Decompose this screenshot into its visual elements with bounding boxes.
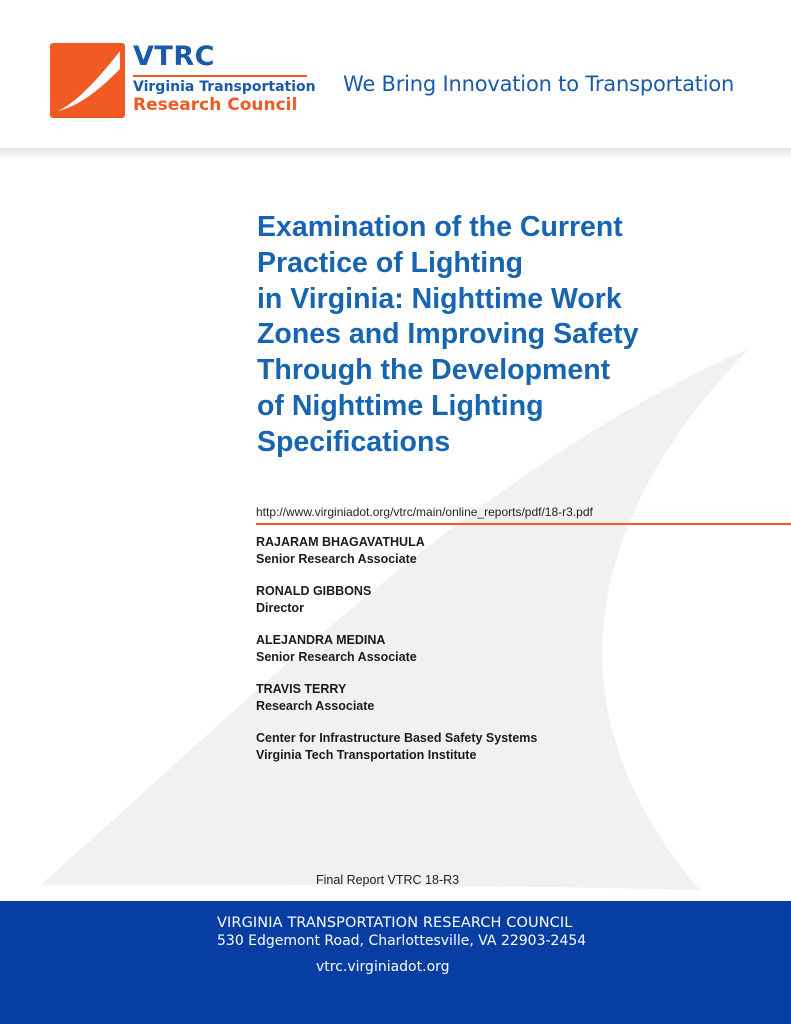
title-line: of Nighttime Lighting bbox=[257, 389, 544, 422]
title-line: Zones and Improving Safety bbox=[257, 318, 639, 351]
author-entry bbox=[256, 632, 417, 665]
url-divider bbox=[256, 523, 791, 525]
header-shadow bbox=[0, 148, 791, 160]
author-role: Research Associate bbox=[256, 698, 375, 713]
author-role: Director bbox=[256, 600, 304, 615]
logo-abbreviation: VTRC bbox=[133, 41, 215, 72]
affiliation bbox=[256, 730, 537, 763]
footer-organization: VIRGINIA TRANSPORTATION RESEARCH COUNCIL bbox=[217, 915, 573, 931]
title-line: Through the Development bbox=[257, 354, 611, 387]
author-name: ALEJANDRA MEDINA bbox=[256, 633, 386, 647]
report-url-link[interactable]: http://www.virginiadot.org/vtrc/main/online_reports/pdf/18-r3.pdf bbox=[256, 505, 593, 519]
logo-name-line-2: Research Council bbox=[133, 95, 298, 115]
author-role: Senior Research Associate bbox=[256, 649, 417, 664]
title-line: Examination of the Current bbox=[257, 211, 623, 243]
vtrc-logo-mark bbox=[50, 43, 125, 118]
author-entry bbox=[256, 681, 374, 714]
tagline: We Bring Innovation to Transportation bbox=[343, 72, 735, 96]
footer-address: 530 Edgemont Road, Charlottesville, VA 22903-2454 bbox=[217, 933, 587, 949]
author-name: RONALD GIBBONS bbox=[256, 584, 372, 598]
footer-banner bbox=[0, 901, 791, 1024]
affiliation-institute: Virginia Tech Transportation Institute bbox=[256, 747, 477, 762]
logo-divider bbox=[133, 75, 307, 77]
header-banner bbox=[0, 0, 791, 150]
author-name: RAJARAM BHAGAVATHULA bbox=[256, 535, 425, 549]
author-name: TRAVIS TERRY bbox=[256, 682, 347, 696]
title-line: Practice of Lighting bbox=[257, 246, 524, 279]
footer-website-link[interactable]: vtrc.virginiadot.org bbox=[316, 959, 450, 975]
author-entry bbox=[256, 583, 371, 616]
logo-name-line-1: Virginia Transportation bbox=[133, 79, 316, 95]
affiliation-center: Center for Infrastructure Based Safety Systems bbox=[256, 731, 538, 745]
report-title bbox=[257, 210, 727, 461]
author-role: Senior Research Associate bbox=[256, 551, 417, 566]
report-number: Final Report VTRC 18-R3 bbox=[316, 873, 460, 887]
title-line: in Virginia: Nighttime Work bbox=[257, 282, 622, 315]
title-line: Specifications bbox=[257, 425, 451, 458]
author-entry bbox=[256, 534, 425, 567]
